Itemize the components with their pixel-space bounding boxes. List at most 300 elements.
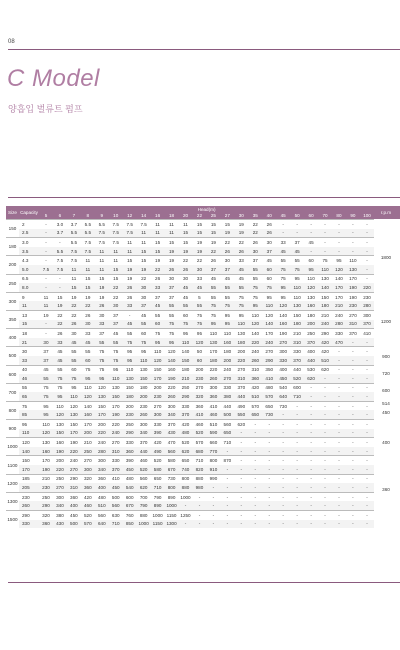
power-cell: 480 [179, 429, 193, 438]
power-cell: 1000 [138, 521, 149, 527]
power-cell: - [262, 511, 276, 520]
power-cell: 22 [234, 238, 248, 247]
power-cell: - [290, 511, 304, 520]
power-cell: 33 [151, 283, 165, 292]
power-cell: - [220, 465, 234, 474]
power-cell: 650 [179, 456, 193, 465]
power-cell: - [332, 511, 346, 520]
power-cell: 420 [151, 438, 165, 447]
power-cell: 620 [137, 483, 151, 492]
table-top-rule [8, 197, 400, 198]
capacity-cell: 230 [19, 492, 39, 501]
power-cell: 120 [67, 401, 81, 410]
power-cell: - [220, 492, 234, 501]
power-cell: 170 [109, 401, 123, 410]
head-value-header: 18 [165, 212, 179, 220]
power-cell: - [332, 492, 346, 501]
power-cell: - [262, 501, 276, 510]
power-cell: 230 [360, 292, 374, 301]
power-cell: 95 [53, 392, 67, 401]
power-cell: 140 [276, 310, 290, 319]
size-cell: 1200 [6, 474, 19, 492]
capacity-cell: 55 [19, 383, 39, 392]
power-cell: 230 [346, 301, 360, 310]
power-cell: - [360, 229, 374, 238]
power-cell: - [332, 447, 346, 456]
power-cell: 150 [318, 292, 332, 301]
power-cell: - [39, 220, 53, 229]
power-cell: - [346, 365, 360, 374]
power-cell: 170 [332, 283, 346, 292]
table-row [6, 492, 374, 501]
power-cell: 230 [123, 410, 137, 419]
power-cell: 210 [290, 329, 304, 338]
power-cell: - [318, 229, 332, 238]
power-cell: 110 [290, 292, 304, 301]
power-cell: - [290, 492, 304, 501]
power-cell: - [332, 483, 346, 492]
power-cell: - [248, 429, 262, 438]
power-cell: 33 [276, 238, 290, 247]
power-cell: 30 [95, 310, 109, 319]
power-cell: 200 [81, 429, 95, 438]
capacity-cell: 170 [19, 465, 39, 474]
capacity-cell: 33 [19, 356, 39, 365]
power-cell: 360 [248, 374, 262, 383]
table-row [6, 283, 374, 292]
head-value-header: 5 [39, 212, 53, 220]
capacity-cell: 3.5 [19, 247, 39, 256]
power-cell: 740 [179, 465, 193, 474]
power-cell: 170 [151, 374, 165, 383]
power-cell: 7.5 [81, 238, 95, 247]
head-value-header: 9 [95, 212, 109, 220]
power-cell: 33 [192, 274, 206, 283]
power-cell: 15 [95, 274, 109, 283]
power-cell: - [318, 220, 332, 229]
power-cell: 1300 [166, 521, 177, 527]
power-cell: - [220, 447, 234, 456]
power-cell: - [276, 474, 290, 483]
power-cell: - [234, 465, 248, 474]
power-cell: 5 [192, 292, 206, 301]
power-cell: - [123, 310, 137, 319]
power-cell: 250 [179, 383, 193, 392]
power-cell: 75 [276, 265, 290, 274]
power-cell: 490 [151, 447, 165, 456]
power-cell: 75 [39, 392, 53, 401]
power-cell: - [179, 501, 193, 510]
power-cell: 120 [192, 338, 206, 347]
table-row [6, 501, 374, 510]
power-cell: 850 [123, 520, 137, 529]
capacity-cell: 40 [19, 365, 39, 374]
power-cell: 560 [165, 447, 179, 456]
power-cell: 15 [220, 220, 234, 229]
power-cell: - [192, 520, 206, 529]
power-cell: - [234, 429, 248, 438]
power-cell: 540 [123, 483, 137, 492]
power-cell: - [248, 501, 262, 510]
table-row [6, 483, 374, 492]
power-cell: 95 [248, 301, 262, 310]
power-cell: 30 [262, 238, 276, 247]
power-cell: 910 [206, 465, 220, 474]
power-cell: 110 [109, 374, 123, 383]
power-cell: - [318, 474, 332, 483]
capacity-cell: 18 [19, 329, 39, 338]
power-cell: 240 [95, 438, 109, 447]
power-cell: 26 [165, 265, 179, 274]
power-cell: 110 [220, 329, 234, 338]
power-cell: - [360, 383, 374, 392]
power-cell: 630 [109, 511, 123, 520]
power-cell: 460 [81, 501, 95, 510]
power-cell: 30 [137, 292, 151, 301]
power-cell: - [346, 220, 360, 229]
power-cell: 5.5 [81, 220, 95, 229]
power-cell: 130 [304, 292, 318, 301]
power-cell: - [290, 229, 304, 238]
power-cell: 280 [360, 301, 374, 310]
power-cell: 55 [151, 310, 165, 319]
power-cell: 37 [262, 247, 276, 256]
power-cell: - [39, 283, 53, 292]
power-cell: - [290, 520, 304, 529]
table-row [6, 229, 374, 238]
power-cell: 26 [95, 301, 109, 310]
power-cell: 570 [81, 520, 95, 529]
power-cell: 250 [39, 492, 53, 501]
power-cell: 290 [179, 392, 193, 401]
power-cell: 300 [276, 347, 290, 356]
capacity-cell: 330 [19, 520, 39, 529]
power-cell: 45 [53, 356, 67, 365]
power-cell: - [234, 511, 248, 520]
power-cell: - [332, 410, 346, 419]
power-cell: 560 [137, 474, 151, 483]
power-cell: 270 [276, 338, 290, 347]
power-cell: 55 [234, 283, 248, 292]
power-cell: 150 [67, 420, 81, 429]
power-cell: - [276, 456, 290, 465]
power-cell: 19 [234, 220, 248, 229]
power-cell: 22 [206, 247, 220, 256]
power-cell: - [346, 229, 360, 238]
head-value-header: 12 [123, 212, 137, 220]
rpm-value: 1800 [380, 254, 392, 260]
power-cell: 30 [165, 274, 179, 283]
power-cell: 300 [95, 456, 109, 465]
power-cell: - [360, 492, 374, 501]
head-value-header: 6 [53, 212, 67, 220]
power-cell: 11 [81, 265, 95, 274]
power-cell: - [234, 438, 248, 447]
power-cell: 7.5 [123, 220, 137, 229]
power-cell: 290 [262, 356, 276, 365]
power-cell: 320 [192, 392, 206, 401]
power-cell: 33 [53, 338, 67, 347]
size-cell: 180 [6, 238, 19, 256]
power-cell: 980 [192, 483, 206, 492]
power-cell: - [332, 501, 346, 510]
power-cell: 200 [304, 320, 318, 329]
power-cell: 19 [192, 238, 206, 247]
power-cell: 190 [346, 283, 360, 292]
size-cell: 1100 [6, 456, 19, 474]
power-cell: 15 [137, 247, 151, 256]
power-cell: - [290, 420, 304, 429]
table-row [6, 365, 374, 374]
power-cell: - [234, 447, 248, 456]
power-cell: 130 [206, 338, 220, 347]
power-cell: 130 [39, 438, 53, 447]
power-cell: - [248, 438, 262, 447]
power-cell: 400 [276, 365, 290, 374]
power-cell: 26 [179, 265, 193, 274]
power-cell: - [248, 465, 262, 474]
power-cell: - [346, 520, 360, 529]
capacity-cell: 185 [19, 474, 39, 483]
power-cell: 520 [179, 438, 193, 447]
head-value-header: 25 [206, 212, 220, 220]
size-cell: 250 [6, 274, 19, 292]
power-cell: 310 [67, 483, 81, 492]
power-cell: - [276, 438, 290, 447]
power-cell: 410 [109, 474, 123, 483]
power-cell: 45 [192, 283, 206, 292]
power-cell: 240 [248, 347, 262, 356]
power-cell: 7.5 [67, 247, 81, 256]
power-cell: - [276, 420, 290, 429]
power-cell: 150 [290, 310, 304, 319]
power-cell: 360 [206, 392, 220, 401]
power-cell: 26 [248, 238, 262, 247]
capacity-cell: 15 [19, 320, 39, 329]
power-cell: 520 [192, 429, 206, 438]
power-cell: 990 [206, 474, 220, 483]
power-cell: 390 [123, 456, 137, 465]
power-cell: - [332, 356, 346, 365]
power-cell: 670 [165, 465, 179, 474]
capacity-cell: 85 [19, 410, 39, 419]
power-cell: - [318, 492, 332, 501]
power-cell: 200 [151, 383, 165, 392]
power-cell: 120 [248, 320, 262, 329]
power-cell: 300 [81, 465, 95, 474]
power-cell: 110 [53, 401, 67, 410]
power-cell: 55 [206, 283, 220, 292]
power-cell: 55 [220, 283, 234, 292]
power-cell: 7.5 [67, 256, 81, 265]
power-cell: 220 [206, 365, 220, 374]
power-cell: - [39, 329, 53, 338]
power-cell: - [332, 347, 346, 356]
power-cell: - [248, 474, 262, 483]
power-cell: - [290, 410, 304, 419]
power-cell: - [220, 511, 234, 520]
power-cell: 37 [39, 356, 53, 365]
power-cell: 390 [151, 429, 165, 438]
table-bottom-rule [8, 582, 400, 583]
power-cell: 45 [262, 256, 276, 265]
power-cell: - [262, 492, 276, 501]
power-cell: 870 [220, 456, 234, 465]
power-cell: 350 [262, 365, 276, 374]
power-cell: 890 [151, 501, 165, 510]
power-cell: 75 [290, 265, 304, 274]
power-cell: - [360, 465, 374, 474]
power-cell: - [318, 465, 332, 474]
power-cell: 590 [206, 429, 220, 438]
power-cell: 110 [67, 392, 81, 401]
power-cell: 230 [192, 374, 206, 383]
power-cell: 360 [123, 447, 137, 456]
power-cell: 110 [318, 265, 332, 274]
power-cell: 730 [276, 401, 290, 410]
power-cell: 120 [165, 347, 179, 356]
head-value-header: 45 [276, 212, 290, 220]
power-cell: 7.5 [137, 220, 151, 229]
power-cell: 60 [262, 274, 276, 283]
power-cell: 55 [248, 274, 262, 283]
table-row [6, 383, 374, 392]
power-cell: - [360, 347, 374, 356]
rpm-value: 720 [382, 370, 390, 376]
power-cell: 7.5 [53, 256, 67, 265]
capacity-cell: 95 [19, 420, 39, 429]
power-cell: 45 [276, 247, 290, 256]
power-cell: - [248, 520, 262, 529]
power-cell: - [290, 465, 304, 474]
power-cell: 11 [95, 256, 109, 265]
power-cell: 75 [248, 283, 262, 292]
power-cell: 11 [109, 247, 123, 256]
power-cell: 140 [179, 347, 193, 356]
power-cell: - [332, 465, 346, 474]
power-cell: 60 [192, 356, 206, 365]
power-cell: 880 [192, 474, 206, 483]
power-cell: - [234, 501, 248, 510]
power-cell: 55 [67, 356, 81, 365]
power-cell: 7.5 [95, 229, 109, 238]
power-cell: - [332, 401, 346, 410]
power-cell: - [318, 447, 332, 456]
power-cell: - [206, 492, 220, 501]
power-cell: 730 [165, 474, 179, 483]
power-cell: 290 [123, 429, 137, 438]
power-cell: 140 [262, 320, 276, 329]
head-value-header: 27 [220, 212, 234, 220]
power-cell: 200 [95, 420, 109, 429]
power-cell: 260 [206, 374, 220, 383]
power-cell: 280 [332, 320, 346, 329]
power-cell: 15 [53, 292, 67, 301]
power-cell: 340 [137, 429, 151, 438]
size-cell: 900 [6, 420, 19, 438]
power-cell: - [304, 247, 318, 256]
power-cell: 520 [137, 465, 151, 474]
power-cell: 19 [179, 247, 193, 256]
table-row [6, 511, 374, 520]
power-cell: - [318, 456, 332, 465]
power-cell: 26 [220, 247, 234, 256]
power-cell: 5.5 [95, 220, 109, 229]
power-cell: - [346, 438, 360, 447]
power-cell: - [262, 456, 276, 465]
power-cell: 260 [248, 356, 262, 365]
power-cell: - [332, 238, 346, 247]
table-row [6, 320, 374, 329]
power-cell: - [346, 420, 360, 429]
power-cell: 450 [67, 511, 81, 520]
power-cell: 330 [151, 420, 165, 429]
power-cell: 95 [276, 292, 290, 301]
power-cell: 37 [290, 238, 304, 247]
power-cell: 190 [276, 329, 290, 338]
power-cell: 30 [137, 283, 151, 292]
power-cell: 170 [67, 429, 81, 438]
power-cell: 370 [304, 338, 318, 347]
power-cell: 330 [123, 438, 137, 447]
power-cell: 95 [123, 347, 137, 356]
power-cell: 150 [179, 356, 193, 365]
head-value-header: 7 [67, 212, 81, 220]
power-cell: 1000 [179, 492, 193, 501]
power-cell: 11 [165, 220, 179, 229]
power-cell: 15 [179, 238, 193, 247]
power-cell: - [304, 511, 318, 520]
power-cell: 110 [137, 356, 151, 365]
power-cell: 640 [276, 392, 290, 401]
power-cell: - [304, 465, 318, 474]
power-cell: 190 [165, 374, 179, 383]
power-cell: - [262, 429, 276, 438]
power-cell: 320 [81, 474, 95, 483]
table-row [6, 301, 374, 310]
power-cell: 19 [234, 229, 248, 238]
power-cell: 1000 [151, 511, 165, 520]
power-cell: 670 [123, 501, 137, 510]
power-cell: - [346, 456, 360, 465]
power-cell: 19 [81, 292, 95, 301]
power-cell: 75 [179, 320, 193, 329]
power-cell: 95 [276, 283, 290, 292]
power-cell: 330 [332, 329, 346, 338]
power-cell: - [276, 483, 290, 492]
power-cell: 37 [95, 329, 109, 338]
power-cell: 270 [81, 456, 95, 465]
power-cell: 140 [318, 283, 332, 292]
power-cell: - [332, 229, 346, 238]
power-cell: 55 [81, 347, 95, 356]
power-cell: 7.5 [123, 229, 137, 238]
power-cell: 11 [123, 238, 137, 247]
power-cell: 22 [53, 320, 67, 329]
power-cell: 440 [290, 365, 304, 374]
power-cell: 15 [67, 283, 81, 292]
power-cell: 55 [248, 265, 262, 274]
power-cell: 240 [318, 320, 332, 329]
power-cell: 37 [206, 265, 220, 274]
power-cell: - [360, 274, 374, 283]
power-cell: - [318, 520, 332, 529]
power-cell: 75 [192, 320, 206, 329]
power-cell: 310 [346, 320, 360, 329]
power-cell: 11 [67, 274, 81, 283]
table-row [6, 465, 374, 474]
power-cell: 95 [109, 365, 123, 374]
